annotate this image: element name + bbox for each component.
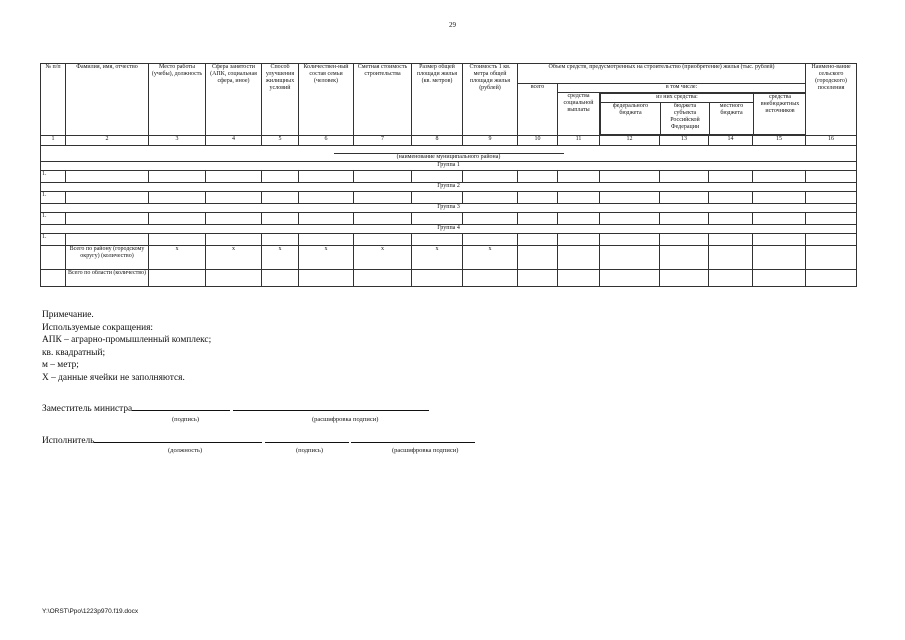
column-number-4: 4 (206, 136, 262, 146)
header-area: Размер общей площади жилья (кв. метров) (412, 64, 463, 136)
empty-cell (518, 171, 558, 183)
column-number-5: 5 (262, 136, 299, 146)
header-name: Фамилия, имя, отчество (66, 64, 149, 136)
empty-cell (66, 234, 149, 246)
empty-cell (262, 171, 299, 183)
empty-cell (149, 234, 206, 246)
column-number-12: 12 (600, 136, 660, 146)
header-sphere: Сфера занятости (АПК, социальная сфера, иное) (206, 64, 262, 136)
empty-cell (66, 192, 149, 204)
empty-cell (354, 234, 412, 246)
group-3-row (41, 213, 857, 225)
total-district-label: Всего по району (городскому округу) (количество) (66, 246, 149, 270)
empty-cell (600, 192, 660, 204)
empty-cell (753, 270, 806, 287)
empty-cell (299, 270, 354, 287)
header-num: № п/п (41, 64, 66, 136)
empty-cell (753, 192, 806, 204)
empty-cell (463, 192, 518, 204)
empty-cell (518, 246, 558, 270)
notes-title: Примечание. (42, 310, 94, 320)
empty-cell (806, 192, 857, 204)
empty-cell (558, 270, 600, 287)
total-region-row (41, 270, 857, 287)
empty-cell (262, 234, 299, 246)
empty-cell (709, 246, 753, 270)
column-number-9: 9 (463, 136, 518, 146)
executor-label: Исполнитель (42, 436, 95, 446)
empty-cell (660, 246, 709, 270)
exec-position-caption: (должность) (168, 447, 203, 454)
empty-cell (206, 192, 262, 204)
empty-cell (412, 234, 463, 246)
header-extra: средства внебюджетных источников (754, 94, 806, 135)
empty-cell (463, 213, 518, 225)
total-region-label: Всего по области (количество) (66, 270, 149, 287)
empty-cell (518, 213, 558, 225)
empty-cell (806, 171, 857, 183)
column-number-14: 14 (709, 136, 753, 146)
empty-cell (600, 171, 660, 183)
empty-cell (412, 192, 463, 204)
column-number-11: 11 (558, 136, 600, 146)
exec-decode-caption: (расшифровка подписи) (392, 447, 459, 454)
empty-cell (660, 213, 709, 225)
empty-cell (354, 192, 412, 204)
group-4-label: Группа 4 (41, 225, 857, 234)
column-number-1: 1 (41, 136, 66, 146)
empty-cell (806, 270, 857, 287)
deputy-decode-caption: (расшифровка подписи) (312, 416, 379, 423)
group-3-label: Группа 3 (41, 204, 857, 213)
empty-cell (149, 270, 206, 287)
column-number-7: 7 (354, 136, 412, 146)
empty-cell (149, 213, 206, 225)
empty-cell (600, 270, 660, 287)
empty-cell (518, 270, 558, 287)
empty-cell (354, 213, 412, 225)
empty-cell (558, 246, 600, 270)
empty-cell (558, 171, 600, 183)
header-sub-block (600, 93, 806, 136)
header-from: из них средства: (601, 94, 754, 103)
header-sqm: Стоимость 1 кв. метра общей площади жилья (рублей) (463, 64, 518, 136)
header-family: Количествен-ный состав семьи (человек) (299, 64, 354, 136)
empty-cell (558, 213, 600, 225)
empty-cell (660, 270, 709, 287)
header-including: в том числе: (558, 84, 806, 93)
x-mark: х (262, 246, 299, 270)
abbreviations-title: Используемые сокращения: (42, 322, 154, 333)
group-2-row (41, 192, 857, 204)
column-number-2: 2 (66, 136, 149, 146)
empty-cell (753, 171, 806, 183)
empty-cell (709, 171, 753, 183)
header-cost: Сметная стоимость строительства (354, 64, 412, 136)
group-1-label: Группа 1 (41, 162, 857, 171)
group-1-row (41, 171, 857, 183)
empty-cell (806, 246, 857, 270)
executor-signature-line (42, 434, 475, 446)
empty-cell (753, 234, 806, 246)
column-number-6: 6 (299, 136, 354, 146)
empty-cell (412, 213, 463, 225)
header-settlement: Наимено-вание сельского (городского) поселения (806, 64, 857, 136)
note-m: м – метр; (42, 360, 79, 370)
header-work: Место работы (учебы), должность (149, 64, 206, 136)
municipal-caption: (наименование муниципального района) (334, 153, 564, 161)
x-mark: х (354, 246, 412, 270)
column-number-13: 13 (660, 136, 709, 146)
header-total: всего (518, 84, 558, 136)
empty-cell (149, 192, 206, 204)
empty-cell (299, 213, 354, 225)
empty-cell (41, 270, 66, 287)
column-number-16: 16 (806, 136, 857, 146)
row-number: 1. (41, 171, 66, 183)
x-mark: х (463, 246, 518, 270)
empty-cell (412, 270, 463, 287)
empty-cell (299, 171, 354, 183)
empty-cell (600, 246, 660, 270)
empty-cell (709, 234, 753, 246)
empty-cell (262, 192, 299, 204)
header-federal: федерального бюджета (601, 103, 661, 135)
empty-cell (753, 213, 806, 225)
empty-cell (206, 270, 262, 287)
deputy-signature-line (42, 402, 429, 414)
header-funds: Объем средств, предусмотренных на строительство (приобретение) жилья (тыс. рублей) (518, 64, 806, 84)
empty-cell (262, 213, 299, 225)
empty-cell (299, 234, 354, 246)
row-number: 1. (41, 213, 66, 225)
x-mark: х (149, 246, 206, 270)
empty-cell (206, 171, 262, 183)
column-number-3: 3 (149, 136, 206, 146)
x-mark: х (412, 246, 463, 270)
group-2-label: Группа 2 (41, 183, 857, 192)
empty-cell (558, 234, 600, 246)
x-mark: х (206, 246, 262, 270)
empty-cell (463, 171, 518, 183)
empty-cell (660, 234, 709, 246)
empty-cell (806, 213, 857, 225)
row-number: 1. (41, 234, 66, 246)
empty-cell (66, 171, 149, 183)
empty-cell (709, 270, 753, 287)
empty-cell (660, 171, 709, 183)
empty-cell (354, 270, 412, 287)
sub-header-table (600, 93, 806, 135)
empty-cell (41, 246, 66, 270)
column-number-8: 8 (412, 136, 463, 146)
group-4-row (41, 234, 857, 246)
empty-cell (600, 234, 660, 246)
file-path-footer: Y:\ORST\Ppo\1223p970.f19.docx (42, 608, 139, 615)
empty-cell (66, 213, 149, 225)
empty-cell (660, 192, 709, 204)
empty-cell (149, 171, 206, 183)
column-number-15: 15 (753, 136, 806, 146)
municipal-district-row (41, 146, 857, 162)
empty-cell (806, 234, 857, 246)
page-number: 29 (449, 21, 456, 29)
empty-cell (206, 213, 262, 225)
header-method: Способ улучшения жилищных условий (262, 64, 299, 136)
deputy-sign-caption: (подпись) (172, 416, 199, 423)
x-mark: х (299, 246, 354, 270)
empty-cell (558, 192, 600, 204)
empty-cell (262, 270, 299, 287)
header-social: средства социальной выплаты (558, 93, 600, 136)
empty-cell (709, 192, 753, 204)
deputy-label: Заместитель министра (42, 404, 133, 414)
note-kv: кв. квадратный; (42, 347, 106, 358)
header-local: местного бюджета (710, 103, 754, 135)
empty-cell (463, 270, 518, 287)
empty-cell (518, 192, 558, 204)
notes-block (42, 309, 211, 384)
header-subject: бюджета субъекта Российской Федерации (661, 103, 710, 135)
empty-cell (600, 213, 660, 225)
empty-cell (354, 171, 412, 183)
note-apk: АПК – аграрно-промышленный комплекс; (42, 335, 212, 345)
empty-cell (299, 192, 354, 204)
row-number: 1. (41, 192, 66, 204)
empty-cell (463, 234, 518, 246)
column-numbers-row (41, 136, 857, 146)
column-number-10: 10 (518, 136, 558, 146)
empty-cell (709, 213, 753, 225)
empty-cell (518, 234, 558, 246)
empty-cell (412, 171, 463, 183)
exec-sign-caption: (подпись) (296, 447, 323, 454)
empty-cell (206, 234, 262, 246)
housing-table (40, 63, 857, 287)
total-district-row (41, 246, 857, 270)
note-x: Х – данные ячейки не заполняются. (42, 372, 185, 383)
empty-cell (753, 246, 806, 270)
